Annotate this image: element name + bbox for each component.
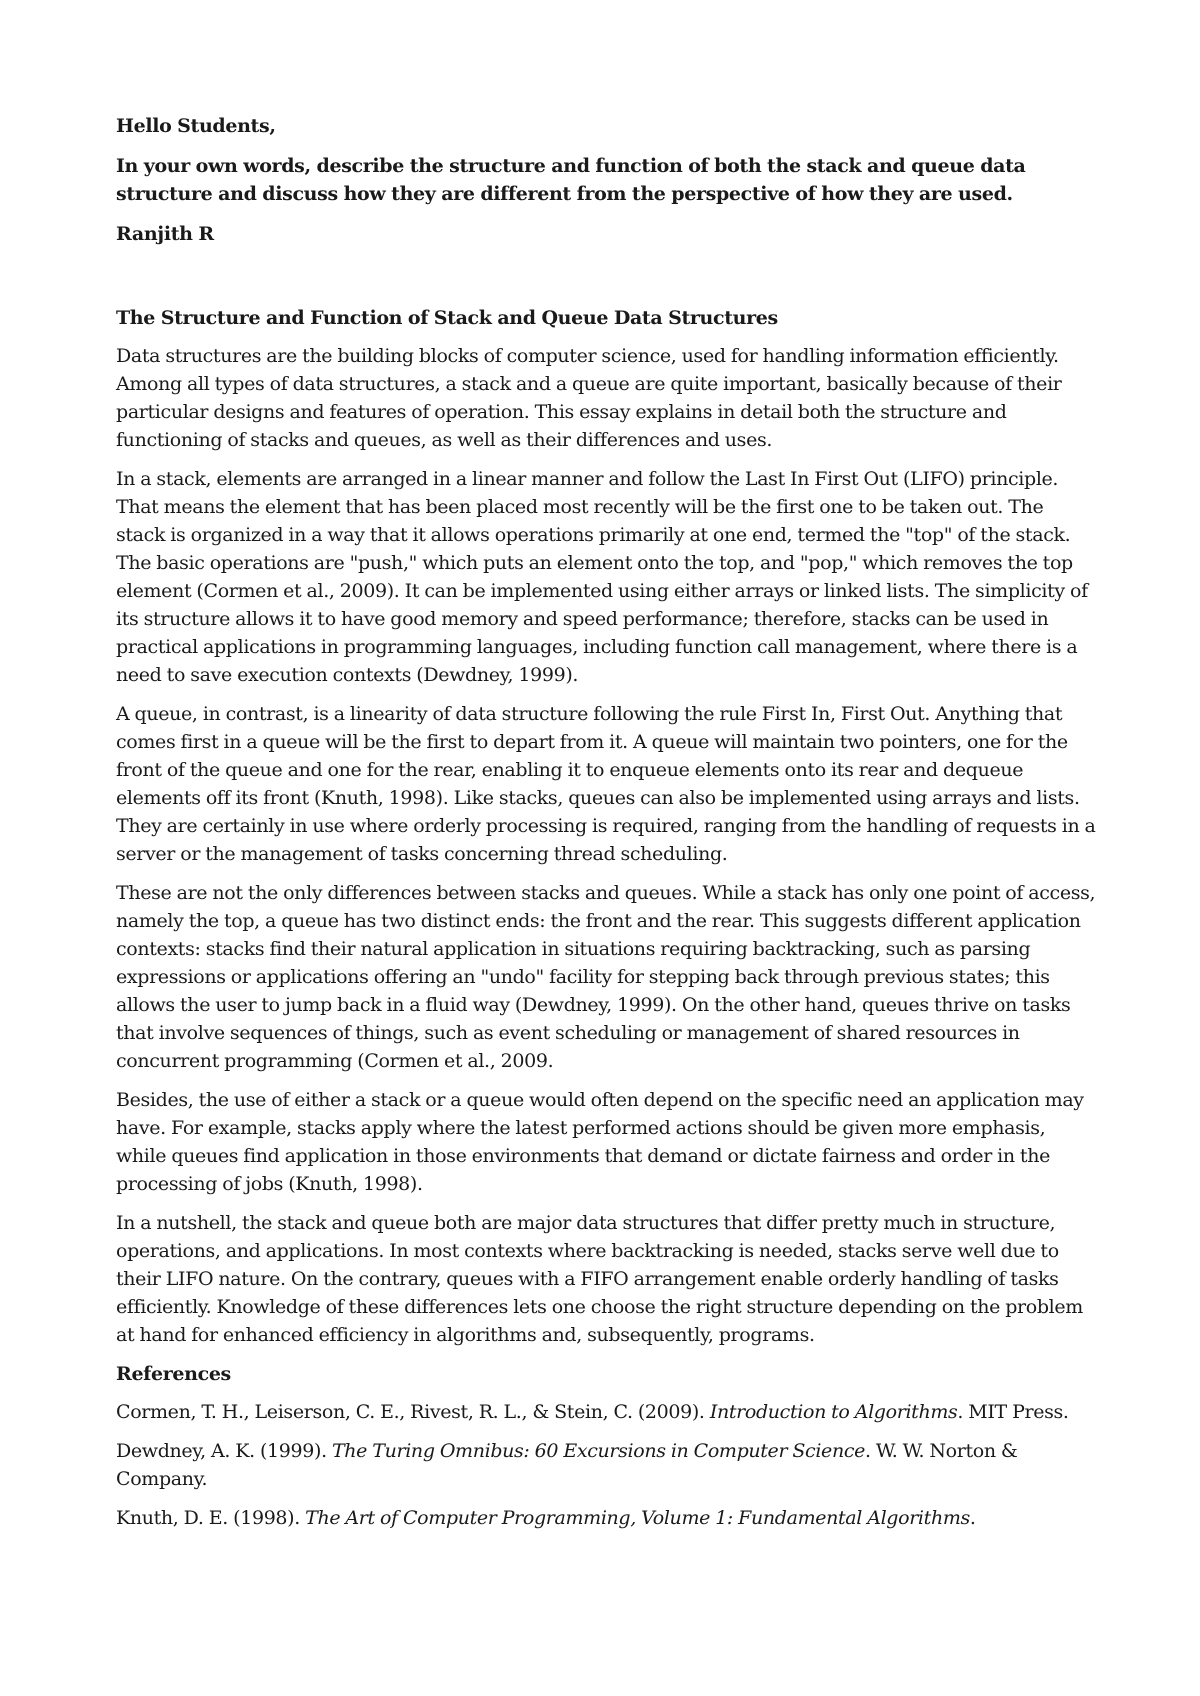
assignment-question: In your own words, describe the structure and function of both the stack and queue data structure and discuss how they are different from the perspective of how they are used. <box>116 155 1026 205</box>
reference-title: The Art of Computer Programming, Volume 1: Fundamental Algorithms <box>305 1507 970 1529</box>
paragraph-queue: A queue, in contrast, is a linearity of data structure following the rule First In, First Out. Anything that comes first in a queue will be the first to depart from it. A queue will maintain two pointers, one for the front of the queue and one for the rear, enabling it to enqueue elements onto its rear and dequeue elements off its front (Knuth, 1998). Like stacks, queues can also be implemented using arrays and lists. They are certainly in use where orderly processing is required, ranging from the handling of requests in a server or the management of tasks concerning thread scheduling. <box>116 703 1096 865</box>
essay-title: The Structure and Function of Stack and Queue Data Structures <box>116 307 778 329</box>
paragraph-differences: These are not the only differences between stacks and queues. While a stack has only one point of access, namely the top, a queue has two distinct ends: the front and the rear. This suggests different application contexts: stacks find their natural application in situations requiring backtracking, such as parsing expressions or applications offering an "undo" facility for stepping back through previous states; this allows the user to jump back in a fluid way (Dewdney, 1999). On the other hand, queues thrive on tasks that involve sequences of things, such as event scheduling or management of shared resources in concurrent programming (Cormen et al., 2009. <box>116 882 1096 1072</box>
reference-cormen <box>116 1398 1096 1426</box>
reference-knuth <box>116 1504 1096 1532</box>
greeting: Hello Students, <box>116 115 276 137</box>
references-heading: References <box>116 1363 231 1385</box>
author-name: Ranjith R <box>116 223 214 245</box>
reference-author-date: Cormen, T. H., Leiserson, C. E., Rivest, R. L., & Stein, C. (2009). <box>116 1401 710 1423</box>
reference-dewdney <box>116 1437 1096 1493</box>
paragraph-conclusion: In a nutshell, the stack and queue both are major data structures that differ pretty much in structure, operations, and applications. In most contexts where backtracking is needed, stacks serve well due to their LIFO nature. On the contrary, queues with a FIFO arrangement enable orderly handling of tasks efficiently. Knowledge of these differences lets one choose the right structure depending on the problem at hand for enhanced efficiency in algorithms and, subsequently, programs. <box>116 1212 1083 1346</box>
reference-author-date: Knuth, D. E. (1998). <box>116 1507 306 1529</box>
reference-author-date: Dewdney, A. K. (1999). <box>116 1440 332 1462</box>
reference-publisher: . MIT Press. <box>957 1401 1069 1423</box>
reference-title: Introduction to Algorithms <box>709 1401 958 1423</box>
reference-publisher: . W. W. Norton & Company. <box>116 1440 1018 1490</box>
reference-publisher: . <box>969 1507 976 1529</box>
paragraph-usage: Besides, the use of either a stack or a queue would often depend on the specific need an application may have. For example, stacks apply where the latest performed actions should be given more emphasis, while queues find application in those environments that demand or dictate fairness and order in the processing of jobs (Knuth, 1998). <box>116 1089 1084 1195</box>
paragraph-stack: In a stack, elements are arranged in a linear manner and follow the Last In First Out (LIFO) principle. That means the element that has been placed most recently will be the first one to be taken out. The stack is organized in a way that it allows operations primarily at one end, termed the "top" of the stack. The basic operations are "push," which puts an element onto the top, and "pop," which removes the top element (Cormen et al., 2009). It can be implemented using either arrays or linked lists. The simplicity of its structure allows it to have good memory and speed performance; therefore, stacks can be used in practical applications in programming languages, including function call management, where there is a need to save execution contexts (Dewdney, 1999). <box>116 468 1088 686</box>
paragraph-introduction: Data structures are the building blocks of computer science, used for handling information efficiently. Among all types of data structures, a stack and a queue are quite important, basically because of their particular designs and features of operation. This essay explains in detail both the structure and functioning of stacks and queues, as well as their differences and uses. <box>116 345 1062 451</box>
document-page <box>116 112 1096 1543</box>
reference-title: The Turing Omnibus: 60 Excursions in Computer Science <box>331 1440 866 1462</box>
